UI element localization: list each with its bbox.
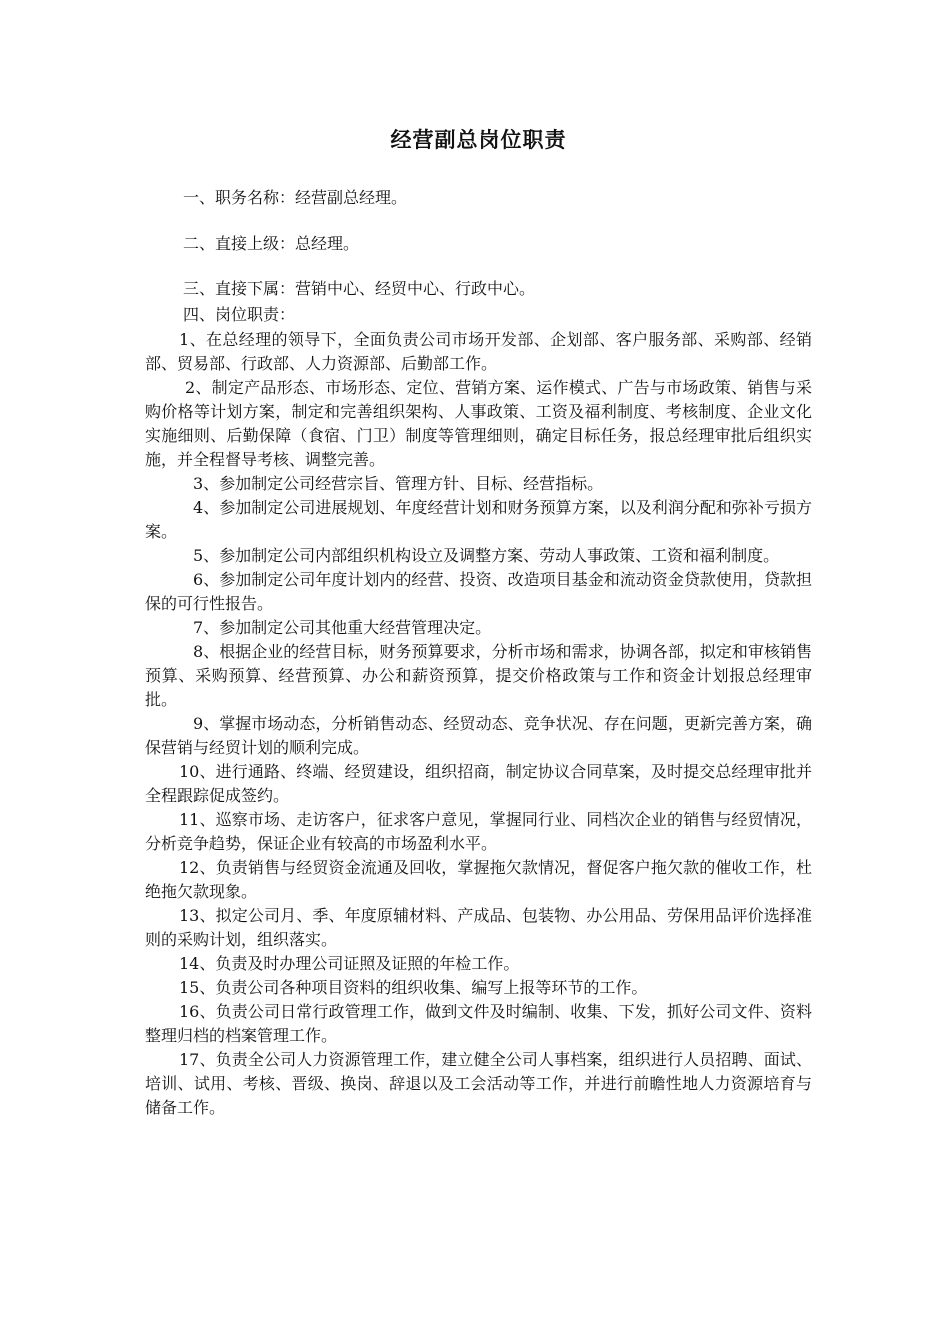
- duty-item-11: 11、巡察市场、走访客户，征求客户意见，掌握同行业、同档次企业的销售与经贸情况，分析竞争趋势，保证企业有较高的市场盈利水平。: [145, 810, 812, 853]
- duty-item-9: 9、掌握市场动态，分析销售动态、经贸动态、竞争状况、存在问题，更新完善方案，确保营销与经贸计划的顺利完成。: [145, 714, 812, 757]
- heading-duties: 四、岗位职责：: [183, 305, 296, 324]
- duty-item-7: 7、参加制定公司其他重大经营管理决定。: [193, 618, 492, 637]
- duty-item-13: 13、拟定公司月、季、年度原辅材料、产成品、包装物、办公用品、劳保用品评价选择准则的采购计划，组织落实。: [145, 906, 812, 949]
- duty-item-2: 2、制定产品形态、市场形态、定位、营销方案、运作模式、广告与市场政策、销售与采购价格等计划方案，制定和完善组织架构、人事政策、工资及福利制度、考核制度、企业文化实施细则、后勤保障（食宿、门卫）制度等管理细则，确定目标任务，报总经理审批后组织实施，并全程督导考核、调整完善。: [145, 378, 812, 469]
- duty-item-3: 3、参加制定公司经营宗旨、管理方针、目标、经营指标。: [193, 474, 604, 493]
- heading-job-title: 一、职务名称：经营副总经理。: [183, 188, 408, 207]
- duty-item-8: 8、根据企业的经营目标，财务预算要求，分析市场和需求，协调各部，拟定和审核销售预算、采购预算、经营预算、办公和薪资预算，提交价格政策与工作和资金计划报总经理审批。: [145, 642, 812, 709]
- duty-item-14: 14、负责及时办理公司证照及证照的年检工作。: [179, 954, 520, 973]
- heading-subordinates: 三、直接下属：营销中心、经贸中心、行政中心。: [183, 279, 536, 298]
- duty-item-17: 17、负责全公司人力资源管理工作，建立健全公司人事档案，组织进行人员招聘、面试、培训、试用、考核、晋级、换岗、辞退以及工会活动等工作，并进行前瞻性地人力资源培育与储备工作。: [145, 1050, 812, 1117]
- duty-item-6: 6、参加制定公司年度计划内的经营、投资、改造项目基金和流动资金贷款使用，贷款担保的可行性报告。: [145, 570, 812, 613]
- duty-item-5: 5、参加制定公司内部组织机构设立及调整方案、劳动人事政策、工资和福利制度。: [193, 546, 780, 565]
- document-title: 经营副总岗位职责: [390, 127, 567, 152]
- duty-item-15: 15、负责公司各种项目资料的组织收集、编写上报等环节的工作。: [179, 978, 648, 997]
- duty-item-4: 4、参加制定公司进展规划、年度经营计划和财务预算方案，以及利润分配和弥补亏损方案。: [145, 498, 812, 541]
- duty-item-10: 10、进行通路、终端、经贸建设，组织招商，制定协议合同草案，及时提交总经理审批并全程跟踪促成签约。: [145, 762, 812, 805]
- duty-item-16: 16、负责公司日常行政管理工作，做到文件及时编制、收集、下发，抓好公司文件、资料整理归档的档案管理工作。: [145, 1002, 812, 1045]
- heading-superior: 二、直接上级：总经理。: [183, 234, 360, 253]
- duty-item-1: 1、在总经理的领导下，全面负责公司市场开发部、企划部、客户服务部、采购部、经销部、贸易部、行政部、人力资源部、后勤部工作。: [145, 330, 812, 373]
- duty-item-12: 12、负责销售与经贸资金流通及回收，掌握拖欠款情况，督促客户拖欠款的催收工作，杜绝拖欠款现象。: [145, 858, 812, 901]
- duty-list: [145, 328, 812, 1120]
